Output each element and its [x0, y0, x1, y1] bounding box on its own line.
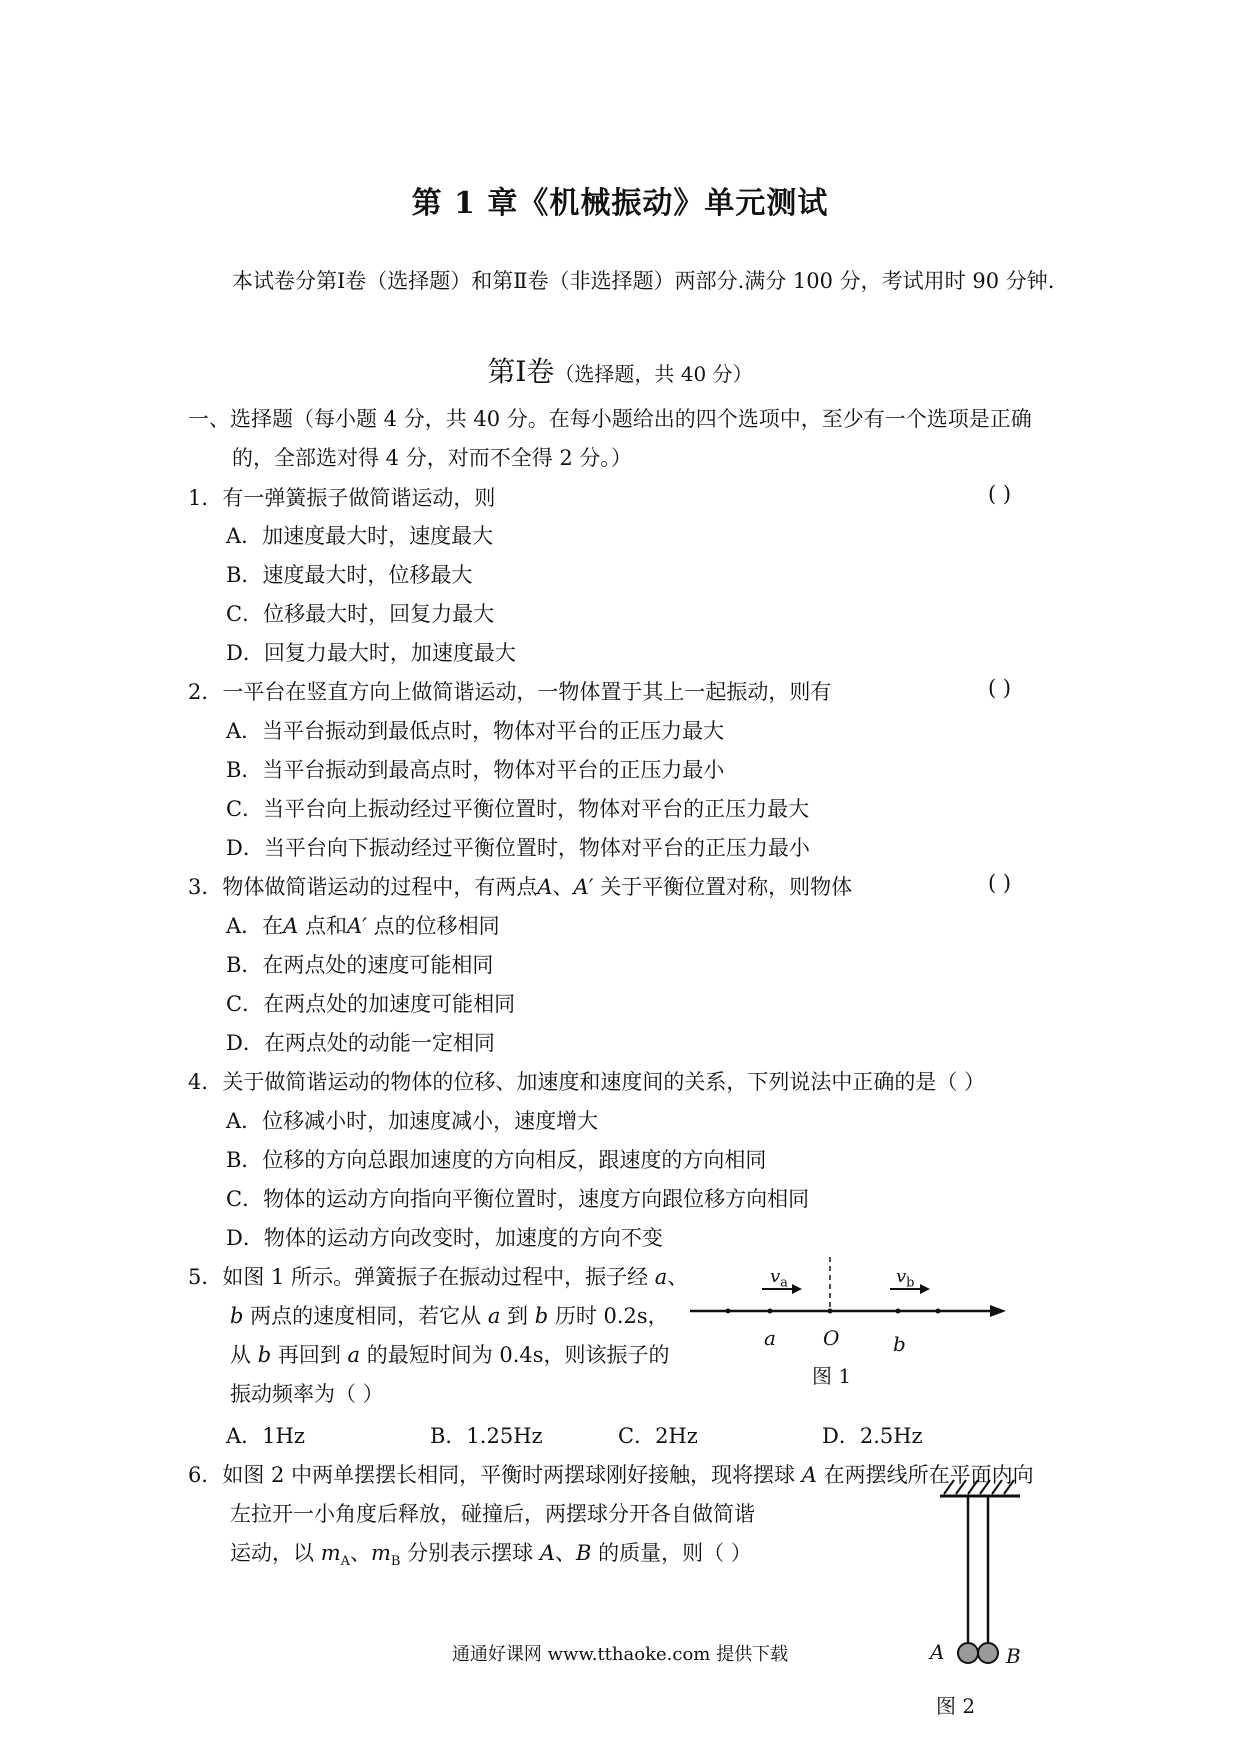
q2-stem: 2．一平台在竖直方向上做简谐运动，一物体置于其上一起振动，则有	[188, 680, 832, 704]
q5-option-d: D．2.5Hz	[822, 1424, 923, 1448]
figure-1-caption: 图 1	[812, 1364, 852, 1388]
q6-line1: 6．如图 2 中两单摆摆长相同，平衡时两摆球刚好接触，现将摆球 A 在两摆线所在平面内向	[188, 1463, 1034, 1487]
figure-1-arrowhead-va	[792, 1284, 802, 1294]
figure-1-axis-arrowhead	[990, 1305, 1006, 1317]
q4-stem: 4．关于做简谐运动的物体的位移、加速度和速度间的关系，下列说法中正确的是（ ）	[188, 1070, 986, 1094]
q4-option-c: C．物体的运动方向指向平衡位置时，速度方向跟位移方向相同	[226, 1187, 810, 1211]
part-heading-line1: 一、选择题（每小题 4 分，共 40 分。在每小题给出的四个选项中，至少有一个选项是正确	[188, 407, 1032, 431]
q5-line2: b 两点的速度相同，若它从 a 到 b 历时 0.2s，	[230, 1304, 669, 1328]
q4-option-d: D．物体的运动方向改变时，加速度的方向不变	[226, 1226, 663, 1250]
q5-option-c: C．2Hz	[618, 1424, 698, 1448]
figure-2-caption: 图 2	[936, 1694, 976, 1718]
q6-line2: 左拉开一小角度后释放，碰撞后，两摆球分开各自做简谐	[230, 1502, 755, 1526]
section-note: （选择题，共 40 分）	[554, 362, 753, 386]
figure-1-label-b: b	[893, 1332, 906, 1356]
page-footer: 通通好课网 www.tthaoke.com 提供下载	[451, 1644, 789, 1665]
q5-option-b: B．1.25Hz	[430, 1424, 543, 1448]
intro-paragraph: 本试卷分第Ⅰ卷（选择题）和第Ⅱ卷（非选择题）两部分.满分 100 分，考试用时 90 分钟.	[232, 269, 1055, 293]
part-heading-line2: 的，全部选对得 4 分，对而不全得 2 分。）	[232, 446, 632, 470]
q1-stem: 1．有一弹簧振子做简谐运动，则	[188, 486, 496, 510]
q2-option-b: B．当平台振动到最高点时，物体对平台的正压力最小	[226, 758, 725, 782]
q6-line3: 运动，以 $m_A$、$m_B$ 分别表示摆球 A、B 的质量，则（ ）	[230, 1541, 752, 1570]
figure-1-dot-a	[768, 1309, 773, 1314]
q1-option-d: D．回复力最大时，加速度最大	[226, 641, 516, 665]
q2-option-d: D．当平台向下振动经过平衡位置时，物体对平台的正压力最小	[226, 836, 810, 860]
q3-option-c: C．在两点处的加速度可能相同	[226, 992, 516, 1016]
q5-option-a: A．1Hz	[226, 1424, 305, 1448]
q3-option-d: D．在两点处的动能一定相同	[226, 1031, 495, 1055]
q1-option-a: A．加速度最大时，速度最大	[226, 524, 494, 548]
figure-1-label-va: $v_a$	[770, 1266, 788, 1291]
q3-stem: 3．物体做简谐运动的过程中，有两点A、A′ 关于平衡位置对称，则物体	[188, 875, 853, 899]
figure-1-dot-right	[936, 1309, 941, 1314]
figure-1-dot-left	[726, 1309, 731, 1314]
q1-option-c: C．位移最大时，回复力最大	[226, 602, 495, 626]
q5-line1: 5．如图 1 所示。弹簧振子在振动过程中，振子经 a、	[188, 1265, 689, 1289]
q4-option-a: A．位移减小时，加速度减小，速度增大	[226, 1109, 599, 1133]
figure-1-label-o: O	[823, 1326, 840, 1350]
figure-1-label-a: a	[764, 1326, 776, 1350]
section-title: 第Ⅰ卷	[487, 355, 555, 388]
q2-option-c: C．当平台向上振动经过平衡位置时，物体对平台的正压力最大	[226, 797, 810, 821]
q5-line4: 振动频率为（ ）	[230, 1382, 384, 1406]
q2-option-a: A．当平台振动到最低点时，物体对平台的正压力最大	[226, 719, 725, 743]
q3-answer-paren: ( )	[988, 871, 1012, 895]
q2-answer-paren: ( )	[988, 676, 1012, 700]
section-heading	[0, 350, 1240, 390]
q3-option-b: B．在两点处的速度可能相同	[226, 953, 494, 977]
figure-1-dot-o	[828, 1309, 833, 1314]
figure-1-oscillator-diagram	[680, 1255, 1010, 1375]
q5-line3: 从 b 再回到 a 的最短时间为 0.4s，则该振子的	[230, 1343, 670, 1367]
figure-2-label-b: B	[1006, 1644, 1021, 1668]
figure-2-label-a: A	[930, 1640, 945, 1664]
page-title: 第 1 章《机械振动》单元测试	[411, 186, 829, 221]
q1-option-b: B．速度最大时，位移最大	[226, 563, 473, 587]
figure-1-arrowhead-vb	[920, 1284, 930, 1294]
q1-answer-paren: ( )	[988, 482, 1012, 506]
q3-option-a: A．在A 点和A′ 点的位移相同	[226, 914, 500, 938]
q4-option-b: B．位移的方向总跟加速度的方向相反，跟速度的方向相同	[226, 1148, 767, 1172]
figure-1-label-vb: $v_b$	[896, 1266, 915, 1291]
figure-2-ceiling-hatch	[944, 1480, 1014, 1494]
figure-1-dot-b	[896, 1309, 901, 1314]
